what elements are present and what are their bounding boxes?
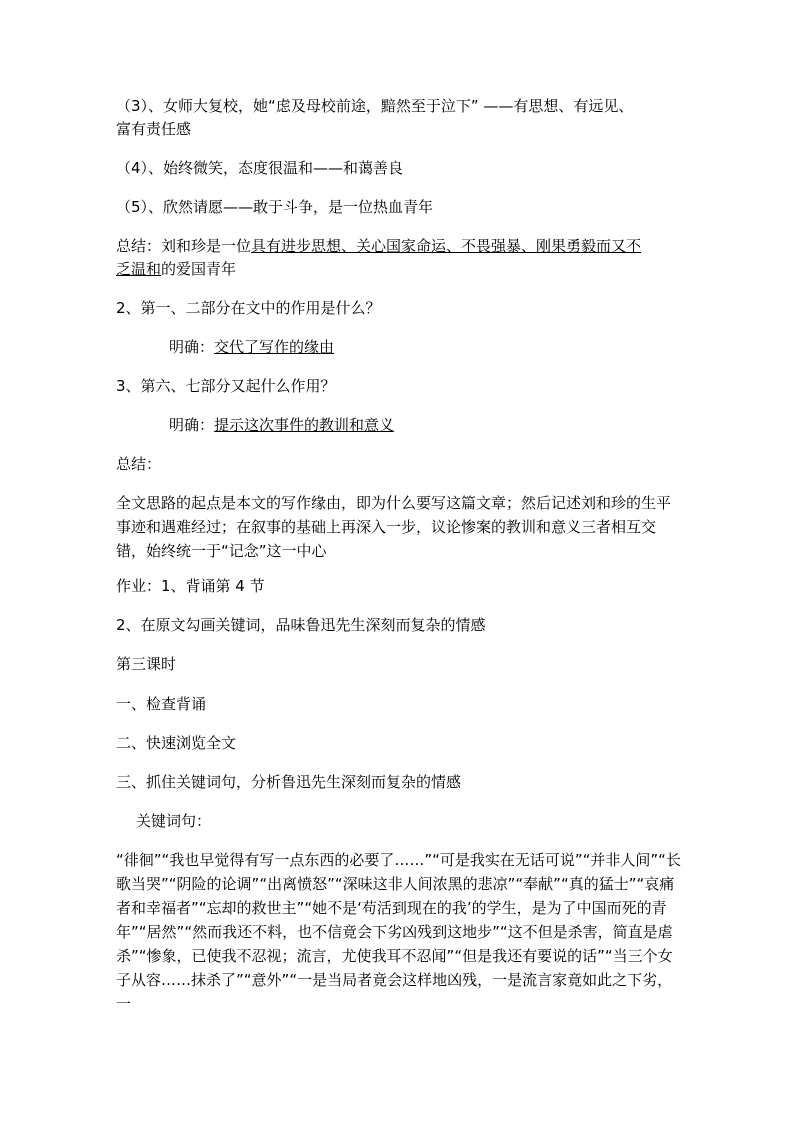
answer-3-underlined: 提示这次事件的教训和意义 (214, 416, 395, 434)
summary-label: 总结： (116, 455, 162, 473)
point-5: （5）、欣然请愿——敢于斗争，是一位热血青年 (116, 198, 434, 216)
step-2: 二、快速浏览全文 (116, 734, 237, 752)
answer-2 (169, 335, 735, 359)
summary-1-underlined-1: 具有进步思想、关心国家命运、不畏强暴、刚果勇毅而又不 (251, 237, 642, 255)
keywords-paragraph: “徘徊”“我也早觉得有写一点东西的必要了……”“可是我实在无话可说”“并非人间”“长歌当哭”“阴险的论调”“出离愤怒”“深味这非人间浓黑的悲凉”“奉献”“真的猛士”“哀痛者和幸福者”“忘却的救世主”“她不是‘苟活到现在的我’的学生，是为了中国而死的青年”“居然”“然而我还不料，也不信竟会下劣凶残到这地步”“这不但是杀害，简直是虐杀”“惨象，已使我不忍视；流言，尤使我耳不忍闻”“但是我还有要说的话”“当三个女子从容……抹杀了”“意外”“一是当局者竟会这样地凶残，一是流言家竟如此之下劣，一 (116, 851, 681, 1013)
question-3: 3、第六、七部分又起什么作用？ (116, 377, 336, 395)
summary-paragraph: 全文思路的起点是本文的写作缘由，即为什么要写这篇文章；然后记述刘和珍的生平事迹和遇难经过；在叙事的基础上再深入一步，议论惨案的教训和意义三者相互交错，始终统一于“记念”这一中心 (116, 494, 672, 560)
step-3: 三、抓住关键词句，分析鲁迅先生深刻而复杂的情感 (116, 773, 462, 791)
summary-1-underlined-2: 乏温和 (116, 260, 162, 278)
answer-2-underlined: 交代了写作的缘由 (214, 338, 335, 356)
summary-1-prefix: 总结：刘和珍是一位 (116, 237, 252, 255)
answer-3-prefix: 明确： (169, 416, 215, 434)
step-1: 一、检查背诵 (116, 695, 207, 713)
point-3-line-1: （3）、女师大复校，她“虑及母校前途，黯然至于泣下” ——有思想、有远见、 (116, 97, 634, 115)
answer-3 (169, 413, 735, 437)
point-4: （4）、始终微笑，态度很温和——和蔼善良 (116, 159, 404, 177)
homework-1: 作业：1、背诵第 4 节 (116, 577, 265, 595)
homework-2: 2、在原文勾画关键词，品味鲁迅先生深刻而复杂的情感 (116, 616, 486, 634)
question-2: 2、第一、二部分在文中的作用是什么？ (116, 299, 381, 317)
summary-1-suffix: 的爱国青年 (161, 260, 237, 278)
summary-1-line-1 (116, 234, 682, 258)
answer-2-prefix: 明确： (169, 338, 215, 356)
point-3-line-2: 富有责任感 (116, 120, 192, 138)
lesson-3-heading: 第三课时 (116, 655, 177, 673)
summary-1-line-2 (116, 257, 682, 281)
keywords-label: 关键词句： (136, 812, 212, 830)
